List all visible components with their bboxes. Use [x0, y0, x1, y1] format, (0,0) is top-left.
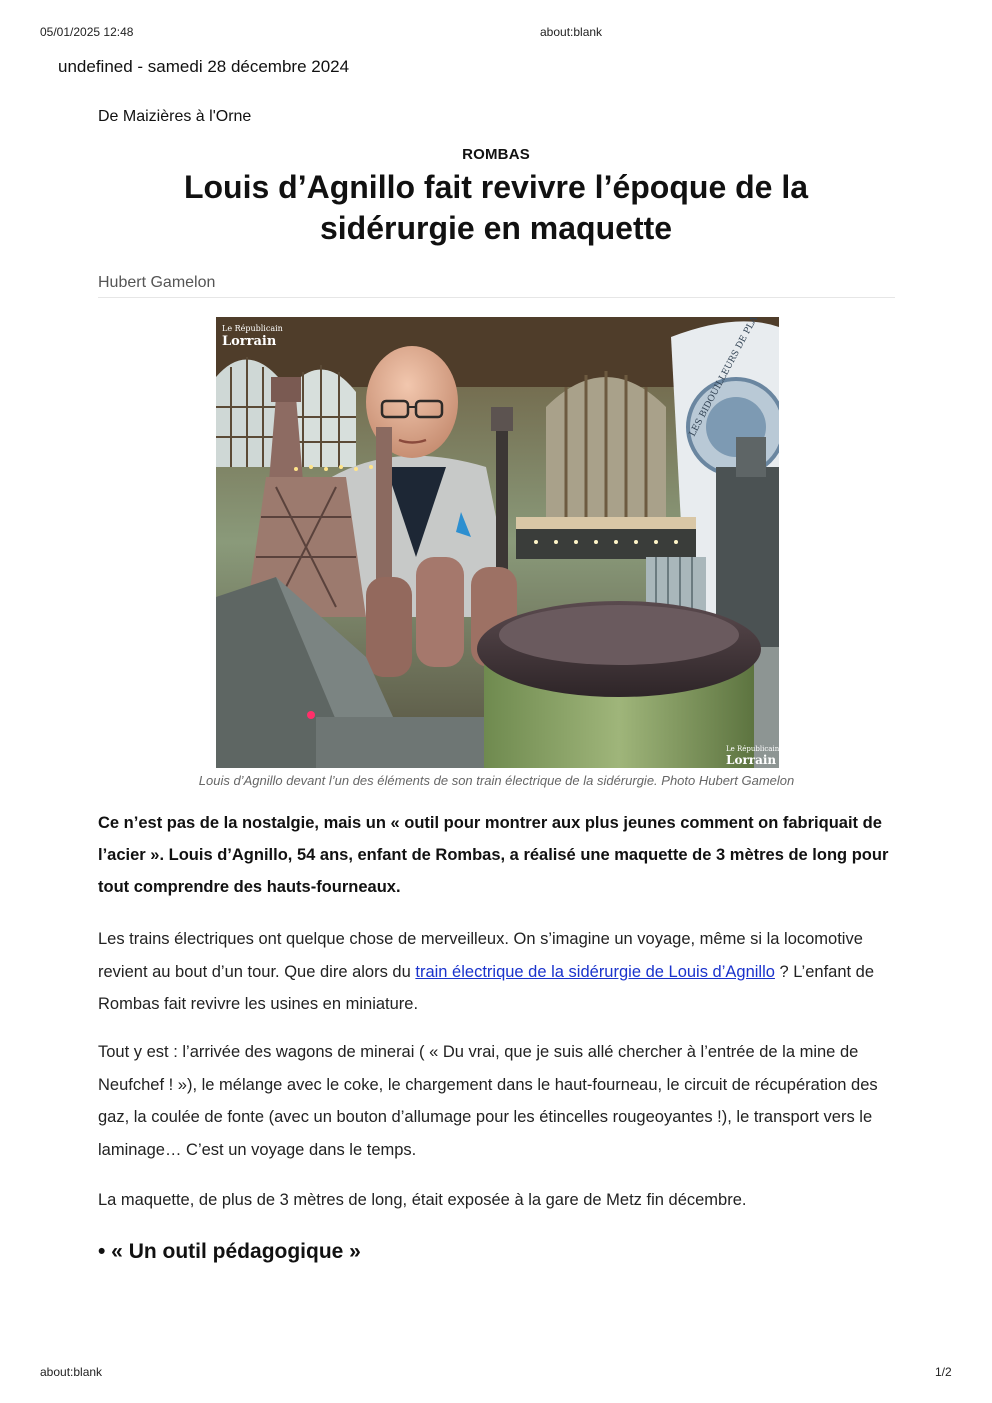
- green-storage-tank-model: [477, 601, 761, 768]
- arched-window-right: [546, 371, 666, 517]
- article-subheading: • « Un outil pédagogique »: [98, 1240, 361, 1263]
- edition-line: undefined - samedi 28 décembre 2024: [58, 57, 350, 76]
- article-paragraph-1: [98, 923, 888, 1021]
- photo-caption: Louis d’Agnillo devant l’un des éléments de son train électrique de la sidérurgie. Photo Hubert Gamelon: [198, 773, 795, 788]
- article-photo: [216, 317, 779, 768]
- article-paragraph-3: La maquette, de plus de 3 mètres de long, était exposée à la gare de Metz fin décembre.: [98, 1191, 747, 1209]
- article-inline-link[interactable]: train électrique de la sidérurgie de Louis d’Agnillo: [415, 962, 775, 981]
- section-label: De Maizières à l'Orne: [98, 108, 252, 125]
- photo-watermark-top: [222, 324, 283, 349]
- svg-text:Le Républicain: Le Républicain: [726, 745, 779, 753]
- arched-window-left: [216, 357, 278, 467]
- author-divider: [98, 297, 895, 298]
- article-title: Louis d’Agnillo fait revivre l’époque de la sidérurgie en maquette: [183, 169, 809, 246]
- paragraph-1-text-end: ? L’enfant de Rombas fait revivre les usines en miniature.: [98, 962, 875, 1013]
- paragraph-1-text-start: Les trains électriques ont quelque chose de merveilleux. On s’imagine un voyage, même si la locomotive revient au bout d’un tour. Que dire alors du: [98, 930, 863, 981]
- photo-watermark-bottom: [726, 745, 779, 767]
- svg-text:Lorrain: Lorrain: [726, 753, 777, 767]
- article-author: Hubert Gamelon: [98, 274, 216, 291]
- article-kicker: ROMBAS: [462, 146, 530, 163]
- article-lead: Ce n’est pas de la nostalgie, mais un « outil pour montrer aux plus jeunes comment on fabriquait de l’acier ». Louis d’Agnillo, 54 ans, enfant de Rombas, a réalisé une maquette de 3 mètres de long pour tout comprendre des hauts-fourneaux.: [98, 814, 889, 896]
- print-header-url: about:blank: [540, 25, 603, 39]
- article-paragraph-2: Tout y est : l’arrivée des wagons de minerai ( « Du vrai, que je suis allé chercher à l’entrée de la mine de Neufchef ! »), le mélange avec le coke, le chargement dans le haut-fourneau, le circuit de récupération des gaz, la coulée de fonte (avec un bouton d’allumage pour les étincelles rougeoyantes !), le transport vers le laminage… C’est un voyage dans le temps.: [98, 1043, 878, 1159]
- svg-text:Le Républicain: Le Républicain: [222, 324, 283, 333]
- print-header-datetime: 05/01/2025 12:48: [40, 25, 134, 39]
- print-footer-url: about:blank: [40, 1365, 103, 1379]
- print-footer-page-number: 1/2: [935, 1365, 952, 1379]
- svg-text:Lorrain: Lorrain: [222, 334, 277, 349]
